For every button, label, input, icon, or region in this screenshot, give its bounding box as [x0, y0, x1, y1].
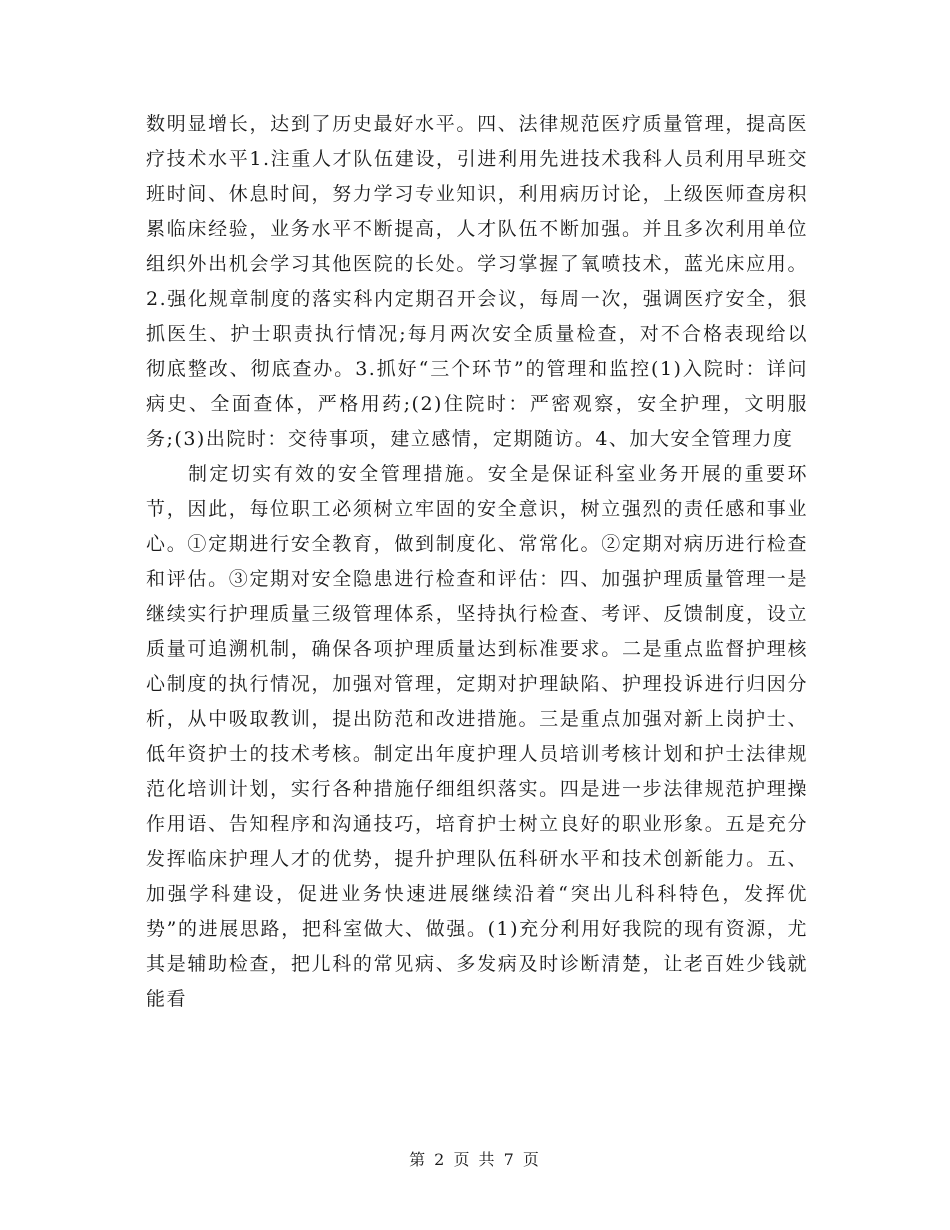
page-number-footer: 第 2 页 共 7 页 — [409, 1150, 541, 1169]
document-body — [146, 107, 808, 1017]
paragraph-2: 制定切实有效的安全管理措施。安全是保证科室业务开展的重要环节，因此，每位职工必须树立牢固的安全意识，树立强烈的责任感和事业心。①定期进行安全教育，做到制度化、常常化。②定期对病历进行检查和评估。③定期对安全隐患进行检查和评估：四、加强护理质量管理一是继续实行护理质量三级管理体系，坚持执行检查、考评、反馈制度，设立质量可追溯机制，确保各项护理质量达到标准要求。二是重点监督护理核心制度的执行情况，加强对管理，定期对护理缺陷、护理投诉进行归因分析，从中吸取教训，提出防范和改进措施。三是重点加强对新上岗护士、低年资护士的技术考核。制定出年度护理人员培训考核计划和护士法律规范化培训计划，实行各种措施仔细组织落实。四是进一步法律规范护理操作用语、告知程序和沟通技巧，培育护士树立良好的职业形象。五是充分发挥临床护理人才的优势，提升护理队伍科研水平和技术创新能力。五、加强学科建设，促进业务快速进展继续沿着“突出儿科科特色，发挥优势”的进展思路，把科室做大、做强。(1)充分利用好我院的现有资源，尤其是辅助检查，把儿科的常见病、多发病及时诊断清楚，让老百姓少钱就能看 — [146, 463, 808, 1010]
paragraph-1: 数明显增长，达到了历史最好水平。四、法律规范医疗质量管理，提高医疗技术水平1.注重人才队伍建设，引进利用先进技术我科人员利用早班交班时间、休息时间，努力学习专业知识，利用病历讨论，上级医师查房积累临床经验，业务水平不断提高，人才队伍不断加强。并且多次利用单位组织外出机会学习其他医院的长处。学习掌握了氧喷技术，蓝光床应用。2.强化规章制度的落实科内定期召开会议，每周一次，强调医疗安全，狠抓医生、护士职责执行情况;每月两次安全质量检查，对不合格表现给以彻底整改、彻底查办。3.抓好“三个环节”的管理和监控(1)入院时：详问病史、全面查体，严格用药;(2)住院时：严密观察，安全护理，文明服务;(3)出院时：交待事项，建立感情，定期随访。4、加大安全管理力度 — [146, 113, 808, 450]
